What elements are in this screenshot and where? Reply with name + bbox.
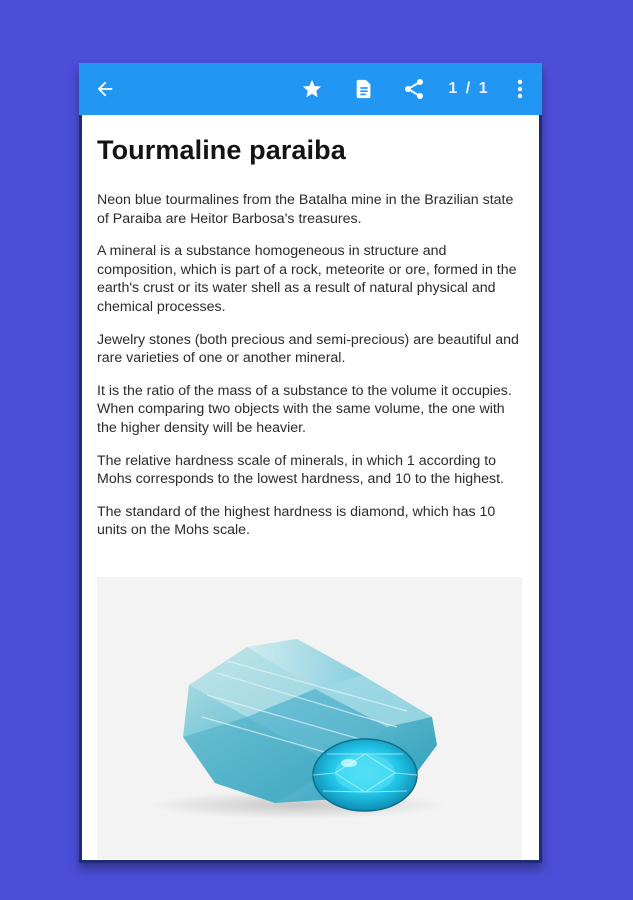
tourmaline-photo [97,577,522,859]
back-icon[interactable] [85,63,125,115]
paragraph: It is the ratio of the mass of a substance to the volume it occupies. When comparing two objects with the same volume, the one with the higher density will be heavier. [97,382,512,436]
frame-border-right [539,115,542,863]
more-vert-icon[interactable] [507,63,533,115]
page-indicator: 1 / 1 [448,80,490,97]
article-title: Tourmaline paraiba [97,135,346,165]
paragraph: Jewelry stones (both precious and semi-precious) are beautiful and rare varieties of one or another mineral. [97,331,519,367]
frame-border-bottom [79,860,542,863]
share-icon[interactable] [397,63,431,115]
frame-border-left [79,115,82,863]
paragraph: Neon blue tourmalines from the Batalha mine in the Brazilian state of Paraiba are Heitor Barbosa's treasures. [97,192,514,227]
article-content[interactable] [79,115,542,863]
article-body [97,191,522,554]
paragraph: The standard of the highest hardness is diamond, which has 10 units on the Mohs scale. [97,503,496,539]
star-icon[interactable] [295,63,329,115]
paragraph: The relative hardness scale of minerals, in which 1 according to Mohs corresponds to the lowest hardness, and 10 to the highest. [97,452,504,488]
paragraph: A mineral is a substance homogeneous in structure and composition, which is part of a rock, meteorite or ore, formed in the earth's crust or its water shell as a result of natural physical and chemical processes. [97,243,517,315]
phone-frame [79,63,542,863]
document-icon[interactable] [347,63,381,115]
app-bar [79,63,542,115]
